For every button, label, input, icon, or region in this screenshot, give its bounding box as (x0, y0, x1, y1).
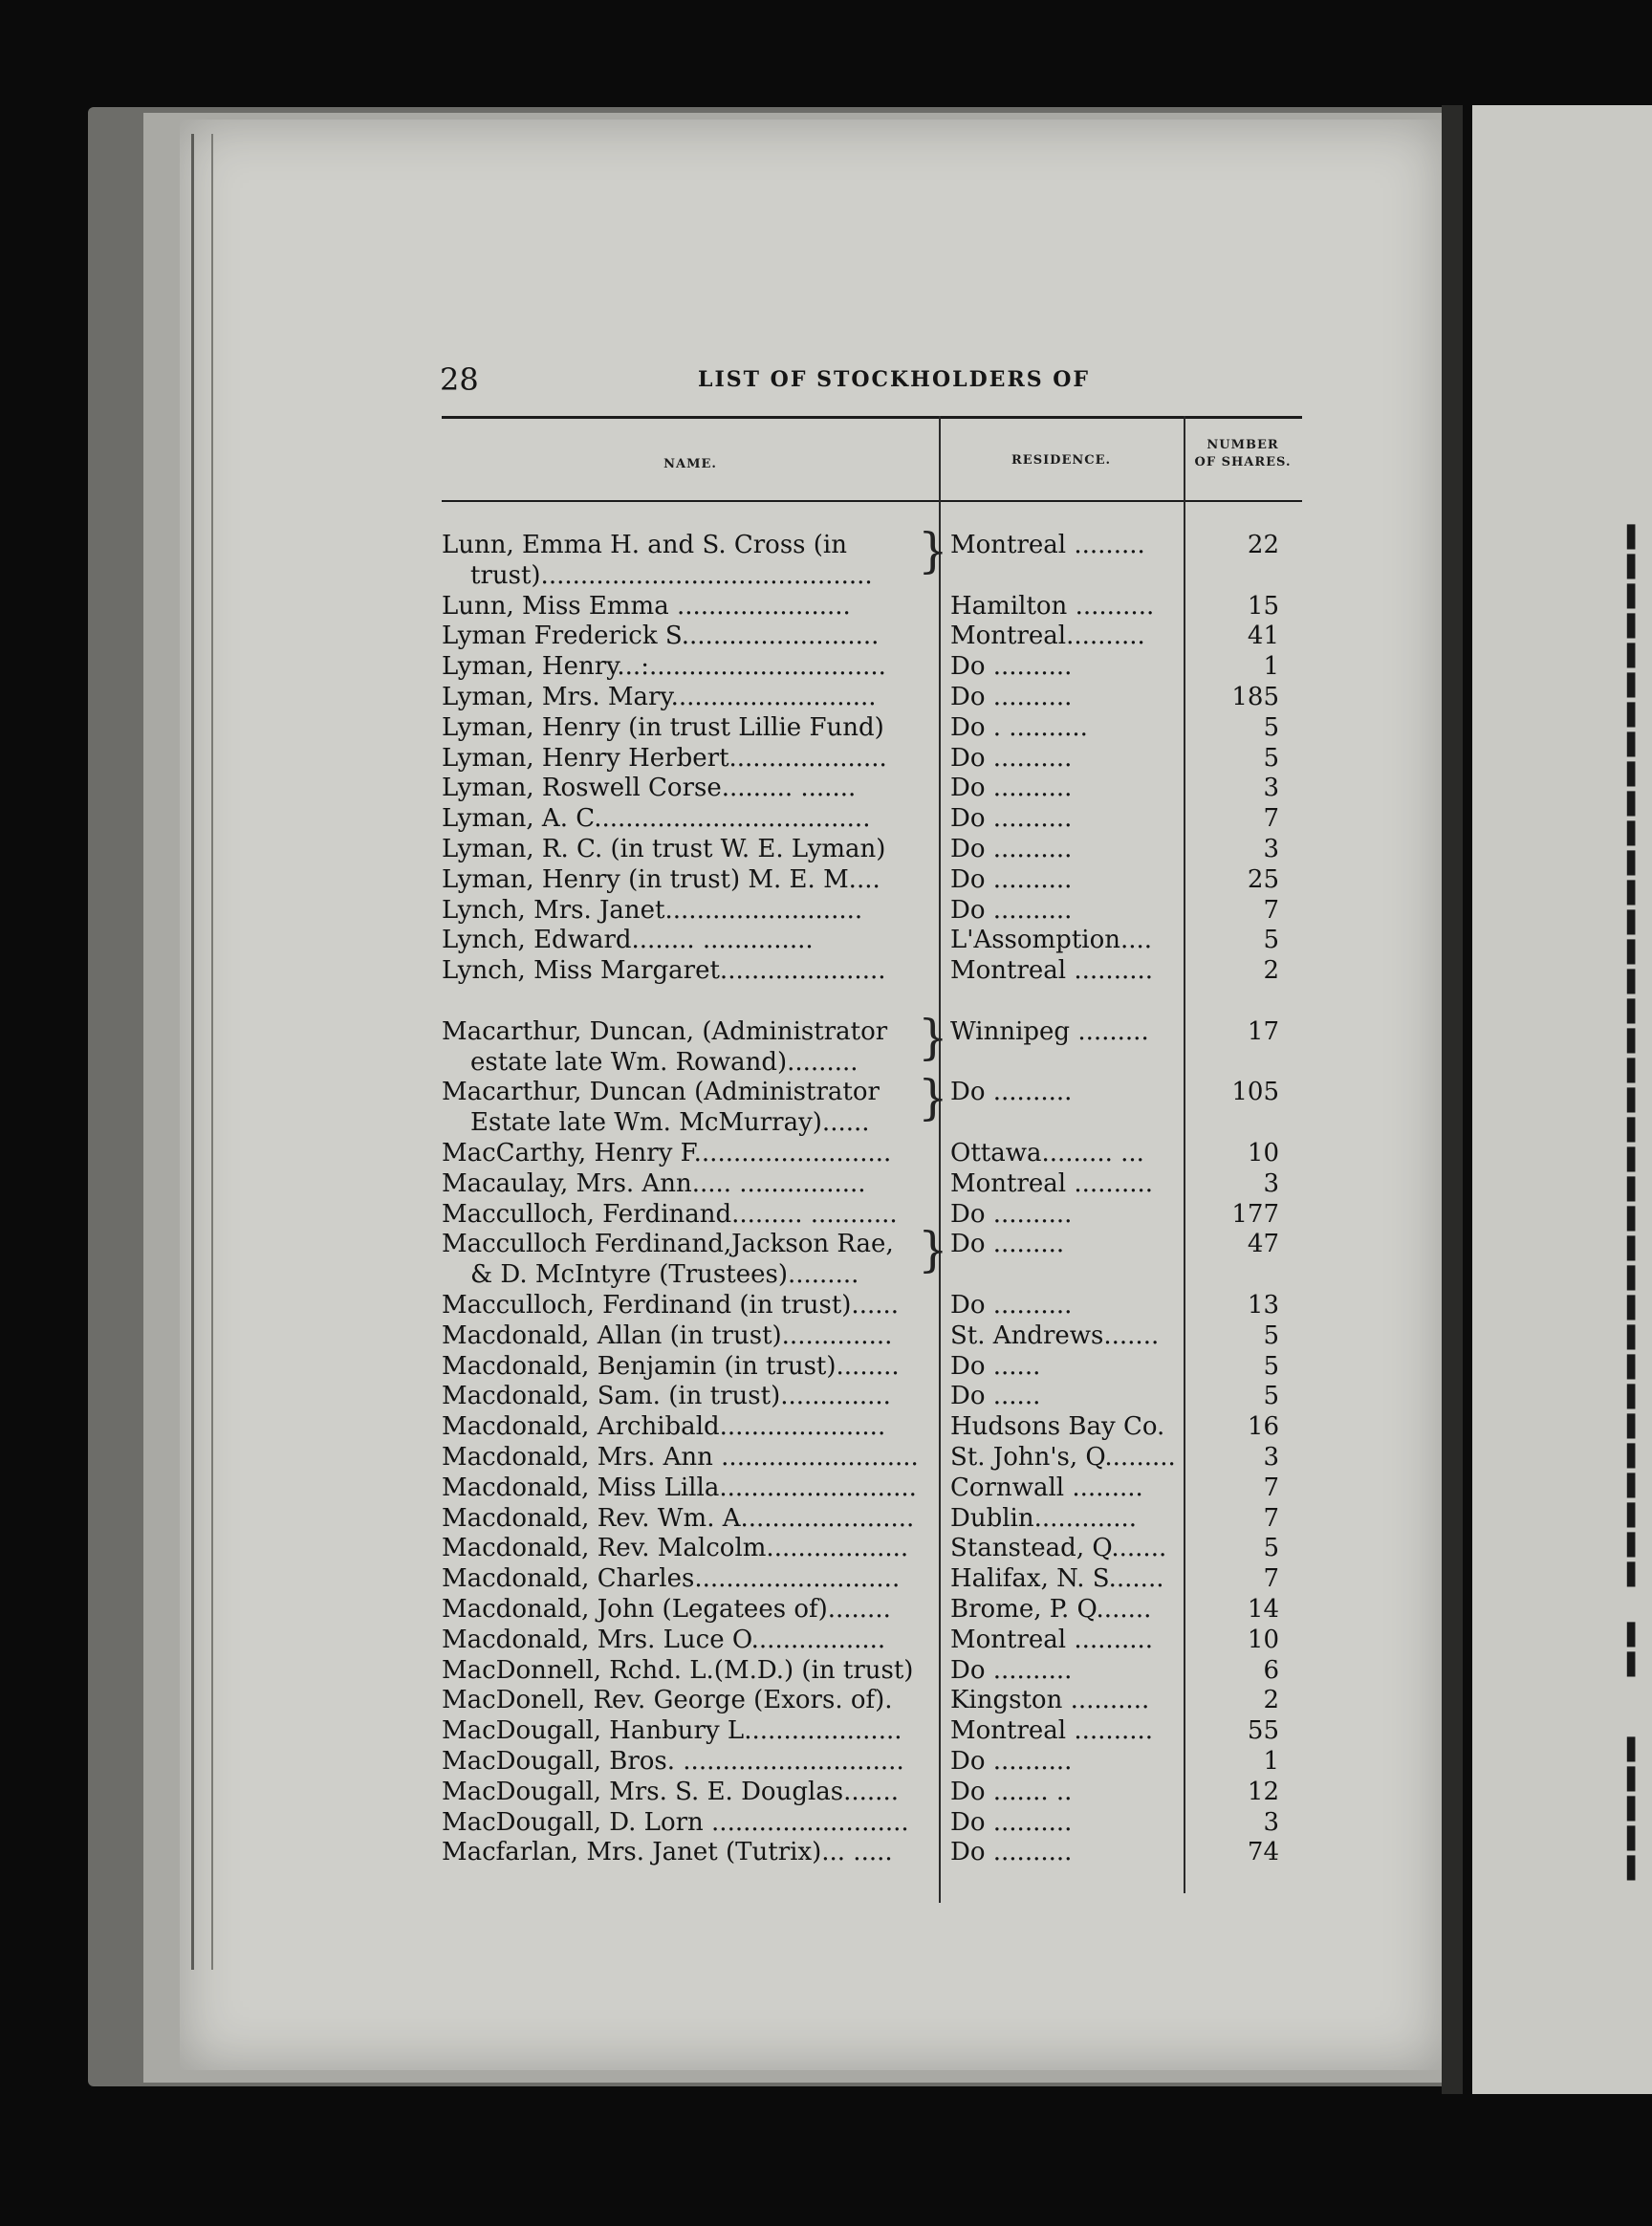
facing-page-fragment: ▌ (1627, 1148, 1643, 1172)
row-name: Macdonald, Benjamin (in trust)........ (442, 1351, 900, 1381)
table-row (442, 1139, 1302, 1169)
row-shares: 12 (1247, 1777, 1279, 1806)
row-name: Macdonald, Charles.......................... (442, 1564, 901, 1594)
table-row (442, 1838, 1302, 1868)
row-shares: 7 (1263, 1473, 1279, 1502)
facing-page-fragment: ▌ (1627, 1178, 1643, 1202)
row-name: Macaulay, Mrs. Ann..... ................ (442, 1168, 866, 1198)
facing-page-fragment: ▌ (1627, 882, 1643, 906)
table-row (442, 774, 1302, 804)
row-residence: Do ...... (950, 1382, 1041, 1411)
facing-page-fragment: ▌ (1627, 1030, 1643, 1054)
table-row (442, 1108, 1302, 1139)
table-row (442, 592, 1302, 622)
facing-page-fragment: ▌ (1627, 1059, 1643, 1083)
facing-page-fragment: ▌ (1627, 911, 1643, 935)
table-row (442, 1656, 1302, 1687)
facing-page-fragment: ▌ (1627, 1267, 1643, 1291)
table-row (442, 1626, 1302, 1656)
row-residence: Do .......... (950, 1291, 1073, 1320)
row-residence: Cornwall ......... (950, 1473, 1143, 1502)
facing-page-fragment: ▌ (1627, 1208, 1643, 1232)
row-residence: Do .......... (950, 1747, 1073, 1776)
row-residence: Do .......... (950, 804, 1073, 834)
table-row (442, 683, 1302, 713)
row-shares: 15 (1247, 591, 1279, 621)
row-shares: 1 (1263, 1747, 1279, 1776)
row-residence: Do .......... (950, 864, 1073, 894)
row-shares: 16 (1247, 1412, 1279, 1442)
facing-page-fragment: ▌ (1627, 1445, 1643, 1469)
facing-page-fragment: ▌ (1627, 941, 1643, 965)
page-number: 28 (440, 361, 479, 398)
table-row (442, 744, 1302, 775)
row-name: MacDougall, D. Lorn ......................... (442, 1807, 909, 1837)
row-residence: Winnipeg ......... (950, 1016, 1149, 1046)
facing-page-fragment: ▌ (1627, 1237, 1643, 1261)
row-name: & D. McIntyre (Trustees)......... (470, 1260, 859, 1290)
facing-page-fragment: ▌ (1627, 1857, 1643, 1881)
row-residence: Montreal ......... (950, 531, 1145, 559)
row-shares: 3 (1263, 1443, 1279, 1472)
row-name: Macdonald, Sam. (in trust).............. (442, 1382, 891, 1411)
row-shares: 14 (1247, 1595, 1279, 1624)
row-name: Lyman, Henry (in trust) M. E. M.... (442, 864, 880, 894)
table-row (442, 1412, 1302, 1443)
row-name: Macculloch, Ferdinand (in trust)...... (442, 1291, 900, 1320)
row-shares: 7 (1263, 1503, 1279, 1533)
row-name: Lunn, Miss Emma ...................... (442, 591, 851, 621)
facing-page-fragment: ▌ (1627, 1474, 1643, 1498)
row-residence: Do .......... (950, 1199, 1073, 1229)
table-row (442, 1321, 1302, 1352)
stockholders-table (442, 416, 1302, 1898)
table-row (442, 1443, 1302, 1473)
table-row (442, 713, 1302, 744)
row-residence: Do .......... (950, 1078, 1073, 1107)
table-row (442, 1260, 1302, 1291)
row-residence: Kingston .......... (950, 1686, 1150, 1715)
row-name: Lyman, Mrs. Mary.......................... (442, 683, 877, 711)
row-residence: Do .......... (950, 1655, 1073, 1685)
row-name: Macarthur, Duncan, (Administrator (442, 1016, 888, 1046)
row-shares: 5 (1263, 926, 1279, 955)
facing-page-fragment: ▌ (1627, 674, 1643, 698)
facing-page-fragment: ▌ (1627, 556, 1643, 579)
row-shares: 2 (1263, 1686, 1279, 1715)
row-residence: Halifax, N. S....... (950, 1564, 1164, 1594)
header-bottom-rule (442, 500, 1302, 502)
row-residence: Montreal.......... (950, 622, 1145, 651)
row-name: Macdonald, Archibald..................... (442, 1412, 886, 1442)
row-name: Estate late Wm. McMurray)...... (470, 1108, 870, 1138)
facing-page-fragment: ▌ (1627, 852, 1643, 876)
row-name: Macfarlan, Mrs. Janet (Tutrix)... ..... (442, 1838, 893, 1867)
facing-page-fragment: ▌ (1627, 1563, 1643, 1587)
row-name: MacDougall, Hanbury L.................... (442, 1716, 902, 1746)
row-residence: Montreal .......... (950, 1716, 1154, 1746)
row-name: Lyman, Henry...:.............................. (442, 652, 886, 682)
table-row (442, 1778, 1302, 1808)
row-shares: 5 (1263, 1320, 1279, 1350)
row-residence: Ottawa......... ... (950, 1139, 1144, 1168)
row-residence: Stanstead, Q....... (950, 1534, 1167, 1563)
table-row (442, 926, 1302, 956)
row-shares: 2 (1263, 956, 1279, 986)
row-shares: 7 (1263, 1564, 1279, 1594)
row-name: MacDonnell, Rchd. L.(M.D.) (in trust) (442, 1655, 914, 1685)
row-residence: L'Assomption.... (950, 926, 1153, 955)
table-row (442, 1352, 1302, 1383)
facing-page-fragment: ▌ (1627, 615, 1643, 639)
facing-page-fragment: ▌ (1627, 644, 1643, 668)
row-residence: Do .......... (950, 774, 1073, 803)
row-residence: Do ....... .. (950, 1777, 1073, 1806)
table-row (442, 1686, 1302, 1716)
facing-page-fragment: ▌ (1627, 793, 1643, 817)
row-residence: Do .......... (950, 1807, 1073, 1837)
row-name: Lynch, Miss Margaret..................... (442, 956, 886, 986)
row-name: Macdonald, Rev. Wm. A...................... (442, 1503, 915, 1533)
facing-page-fragment: ▌ (1627, 1504, 1643, 1528)
facing-page-fragment: ▌ (1627, 971, 1643, 994)
row-residence: Montreal .......... (950, 956, 1154, 986)
table-row (442, 1747, 1302, 1778)
row-shares: 1 (1263, 652, 1279, 682)
row-shares: 3 (1263, 1168, 1279, 1198)
facing-page-fragment: ▌ (1627, 1653, 1643, 1677)
row-shares: 105 (1231, 1078, 1279, 1107)
row-residence: Do .......... (950, 683, 1073, 711)
table-row (442, 896, 1302, 927)
row-shares: 7 (1263, 895, 1279, 925)
row-name: Macdonald, Miss Lilla......................... (442, 1473, 917, 1502)
table-row (442, 1382, 1302, 1412)
row-residence: Montreal .......... (950, 1168, 1154, 1198)
facing-page-fragment: ▌ (1627, 1297, 1643, 1320)
facing-page (1472, 105, 1652, 2094)
facing-page-fragment: ▌ (1627, 585, 1643, 609)
row-name: Lyman, Roswell Corse......... ....... (442, 774, 857, 803)
row-name: MacDonell, Rev. George (Exors. of). (442, 1686, 893, 1715)
row-name: Lyman, R. C. (in trust W. E. Lyman) (442, 835, 886, 863)
table-row (442, 804, 1302, 835)
table-row (442, 1504, 1302, 1535)
row-name: Lyman Frederick S......................... (442, 622, 880, 651)
row-brace: } (918, 1009, 948, 1065)
column-header-shares (1184, 437, 1302, 470)
table-row (442, 835, 1302, 865)
facing-page-fragment: ▌ (1627, 1326, 1643, 1350)
page-rules (191, 134, 213, 1970)
row-residence: Do ......... (950, 1230, 1065, 1259)
facing-page-fragment: ▌ (1627, 1119, 1643, 1143)
table-row (442, 1534, 1302, 1564)
row-shares: 6 (1263, 1655, 1279, 1685)
row-shares: 3 (1263, 774, 1279, 803)
row-brace: } (918, 1222, 948, 1278)
facing-page-fragment: ▌ (1627, 1000, 1643, 1024)
row-brace: } (918, 1070, 948, 1126)
column-header-name: NAME. (663, 457, 717, 471)
table-row (442, 1716, 1302, 1747)
row-residence: Hamilton .......... (950, 591, 1155, 621)
table-row (442, 1291, 1302, 1321)
row-residence: St. John's, Q......... (950, 1443, 1176, 1472)
row-name: trust).......................................... (470, 560, 873, 590)
row-shares: 5 (1263, 1534, 1279, 1563)
row-shares: 74 (1247, 1838, 1279, 1867)
table-row (442, 987, 1302, 1017)
row-name: MacCarthy, Henry F......................... (442, 1139, 892, 1168)
row-name: Macdonald, John (Legatees of)........ (442, 1595, 891, 1624)
facing-page-fragment: ▌ (1627, 1827, 1643, 1851)
row-name: Macdonald, Rev. Malcolm.................. (442, 1534, 909, 1563)
row-shares: 5 (1263, 1351, 1279, 1381)
column-header-shares-line2: OF SHARES. (1194, 454, 1292, 469)
row-residence: Do .......... (950, 652, 1073, 682)
table-row (442, 1473, 1302, 1504)
column-header-residence: RESIDENCE. (1011, 453, 1112, 468)
row-name: Macdonald, Allan (in trust).............. (442, 1320, 893, 1350)
table-row (442, 1808, 1302, 1839)
table-row (442, 622, 1302, 652)
row-residence: Hudsons Bay Co. (950, 1412, 1165, 1442)
row-residence: Do .......... (950, 1838, 1073, 1867)
row-name: Macdonald, Mrs. Ann ......................... (442, 1443, 919, 1472)
row-name: MacDougall, Mrs. S. E. Douglas....... (442, 1777, 899, 1806)
row-residence: Do . .......... (950, 712, 1088, 742)
facing-page-fragment: ▌ (1627, 1415, 1643, 1439)
facing-page-fragment: ▌ (1627, 1624, 1643, 1648)
book-gutter (1442, 105, 1463, 2094)
facing-page-fragment: ▌ (1627, 763, 1643, 787)
facing-page-fragment: ▌ (1627, 1738, 1643, 1762)
facing-page-fragment: ▌ (1627, 1798, 1643, 1822)
row-shares: 5 (1263, 743, 1279, 773)
row-shares: 5 (1263, 1382, 1279, 1411)
table-top-rule (442, 416, 1302, 419)
facing-page-fragment: ▌ (1627, 1356, 1643, 1380)
row-shares: 17 (1247, 1016, 1279, 1046)
row-shares: 55 (1247, 1716, 1279, 1746)
row-name: Lunn, Emma H. and S. Cross (in (442, 531, 847, 559)
facing-page-fragment: ▌ (1627, 822, 1643, 846)
row-name: MacDougall, Bros. ............................ (442, 1747, 904, 1776)
row-name: Macdonald, Mrs. Luce O................. (442, 1625, 886, 1654)
table-row (442, 1200, 1302, 1231)
row-residence: Do ...... (950, 1351, 1041, 1381)
row-name: estate late Wm. Rowand)......... (470, 1047, 859, 1077)
row-residence: Brome, P. Q....... (950, 1595, 1152, 1624)
table-row (442, 1048, 1302, 1079)
running-title: LIST OF STOCKHOLDERS OF (698, 367, 1091, 392)
table-row (442, 652, 1302, 683)
facing-page-fragment: ▌ (1627, 1768, 1643, 1792)
facing-page-fragment: ▌ (1627, 1386, 1643, 1409)
row-name: Lyman, A. C................................... (442, 804, 871, 834)
column-header-shares-line1: NUMBER (1206, 438, 1279, 452)
facing-page-fragment: ▌ (1627, 733, 1643, 757)
row-name: Macculloch, Ferdinand......... ........... (442, 1199, 898, 1229)
row-name: Lynch, Edward........ .............. (442, 926, 814, 955)
row-brace: } (918, 523, 948, 578)
facing-page-fragment: ▌ (1627, 704, 1643, 728)
row-name: Lynch, Mrs. Janet......................... (442, 895, 863, 925)
row-shares: 7 (1263, 804, 1279, 834)
facing-page-fragment: ▌ (1627, 1089, 1643, 1113)
table-row (442, 865, 1302, 896)
table-row (442, 1564, 1302, 1595)
row-name: Lyman, Henry Herbert.................... (442, 743, 887, 773)
row-shares: 3 (1263, 835, 1279, 863)
row-residence: Dublin............. (950, 1503, 1138, 1533)
row-residence: Do .......... (950, 895, 1073, 925)
table-row (442, 956, 1302, 987)
table-row (442, 1169, 1302, 1200)
row-name: Macculloch Ferdinand,Jackson Rae, (442, 1230, 894, 1259)
table-row (442, 1595, 1302, 1626)
row-shares: 5 (1263, 712, 1279, 742)
page-header (440, 361, 1300, 400)
row-shares: 3 (1263, 1807, 1279, 1837)
row-shares: 22 (1247, 531, 1279, 559)
row-shares: 41 (1247, 622, 1279, 651)
row-residence: Do .......... (950, 835, 1073, 863)
facing-page-fragment: ▌ (1627, 1534, 1643, 1558)
row-residence: Do .......... (950, 743, 1073, 773)
row-residence: St. Andrews....... (950, 1320, 1160, 1350)
table-row (442, 561, 1302, 592)
row-shares: 25 (1247, 864, 1279, 894)
row-name: Lyman, Henry (in trust Lillie Fund) (442, 712, 884, 742)
facing-page-fragment: ▌ (1627, 526, 1643, 550)
row-name: Macarthur, Duncan (Administrator (442, 1078, 880, 1107)
row-residence: Montreal .......... (950, 1625, 1154, 1654)
row-shares: 13 (1247, 1291, 1279, 1320)
row-shares: 47 (1247, 1230, 1279, 1259)
row-shares: 185 (1231, 683, 1279, 711)
row-shares: 10 (1247, 1625, 1279, 1654)
row-shares: 10 (1247, 1139, 1279, 1168)
row-shares: 177 (1231, 1199, 1279, 1229)
